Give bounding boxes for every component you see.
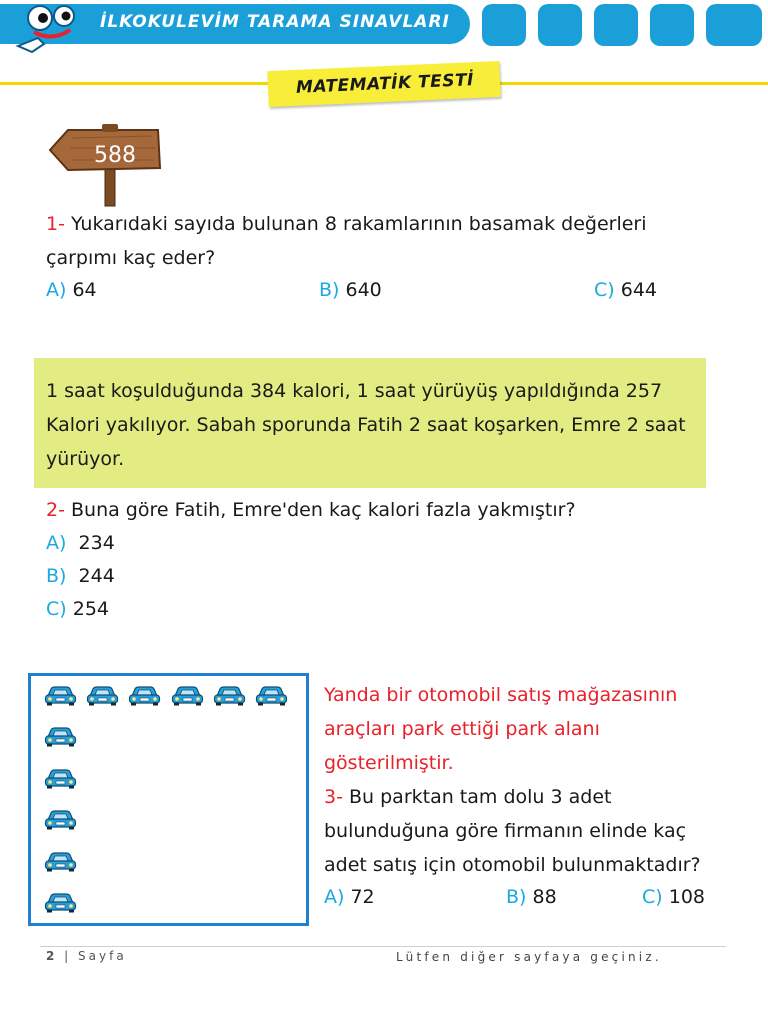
option-c[interactable]	[642, 880, 705, 914]
option-letter: C)	[642, 886, 663, 908]
question-number: 3-	[324, 786, 343, 808]
next-page-note: Lütfen diğer sayfaya geçiniz.	[396, 950, 662, 964]
option-value: 108	[668, 886, 705, 908]
car-icon	[44, 684, 77, 706]
question-2	[46, 493, 576, 527]
option-a[interactable]	[324, 880, 375, 914]
option-letter: A)	[46, 279, 67, 301]
car-icon	[44, 767, 77, 789]
car-icon	[44, 725, 77, 747]
footer-divider	[40, 946, 726, 947]
option-letter: C)	[46, 598, 67, 620]
option-c[interactable]	[594, 273, 657, 307]
car-icon	[86, 684, 119, 706]
header-title: İLKOKULEVİM TARAMA SINAVLARI	[100, 12, 450, 32]
page-number: 2 | Sayfa	[46, 949, 127, 963]
option-letter: B)	[319, 279, 340, 301]
option-value: 644	[620, 279, 657, 301]
option-value: 254	[72, 598, 109, 620]
header-square	[538, 4, 582, 46]
parking-lot	[28, 673, 309, 926]
header-square	[650, 4, 694, 46]
option-a[interactable]	[46, 273, 97, 307]
subject-title: MATEMATİK TESTİ	[295, 70, 475, 98]
option-value: 88	[532, 886, 557, 908]
car-icon	[171, 684, 204, 706]
header-square	[482, 4, 526, 46]
option-value: 640	[345, 279, 382, 301]
question-text-line: çarpımı kaç eder?	[46, 247, 216, 269]
header-square	[706, 4, 762, 46]
question-text-line: bulunduğuna göre firmanın elinde kaç	[324, 820, 687, 842]
question-3	[324, 780, 611, 814]
option-value: 64	[72, 279, 97, 301]
page-label: Sayfa	[78, 949, 127, 963]
intro-line: araçları park ettiği park alanı	[324, 718, 600, 740]
option-letter: A)	[324, 886, 345, 908]
option-b[interactable]	[319, 273, 382, 307]
question-number: 1-	[46, 213, 65, 235]
question-text: Buna göre Fatih, Emre'den kaç kalori fazla yakmıştır?	[71, 499, 576, 521]
question-number: 2-	[46, 499, 65, 521]
sign-number: 588	[94, 143, 136, 168]
page-num: 2	[46, 949, 58, 963]
question-1	[46, 207, 647, 241]
question-text: Yukarıdaki sayıda bulunan 8 rakamlarının basamak değerleri	[71, 213, 647, 235]
car-icon	[44, 891, 77, 913]
option-b[interactable]	[506, 880, 557, 914]
option-letter: C)	[594, 279, 615, 301]
intro-line: Yanda bir otomobil satış mağazasının	[324, 684, 678, 706]
question-text: Bu parktan tam dolu 3 adet	[349, 786, 612, 808]
option-b[interactable]	[46, 559, 115, 593]
question-text-line: adet satış için otomobil bulunmaktadır?	[324, 854, 701, 876]
option-value: 244	[78, 565, 115, 587]
option-c[interactable]	[46, 592, 109, 626]
option-value: 72	[350, 886, 375, 908]
info-line: yürüyor.	[46, 448, 125, 470]
intro-line: gösterilmiştir.	[324, 752, 454, 774]
car-icon	[128, 684, 161, 706]
option-letter: A)	[46, 532, 67, 554]
car-icon	[44, 850, 77, 872]
option-a[interactable]	[46, 526, 115, 560]
option-letter: B)	[506, 886, 527, 908]
car-icon	[255, 684, 288, 706]
option-letter: B)	[46, 565, 67, 587]
option-value: 234	[78, 532, 115, 554]
header-square	[594, 4, 638, 46]
car-icon	[44, 808, 77, 830]
car-icon	[213, 684, 246, 706]
mascot-icon	[4, 2, 94, 58]
info-line: 1 saat koşulduğunda 384 kalori, 1 saat yürüyüş yapıldığında 257	[46, 380, 663, 402]
info-line: Kalori yakılıyor. Sabah sporunda Fatih 2 saat koşarken, Emre 2 saat	[46, 414, 686, 436]
